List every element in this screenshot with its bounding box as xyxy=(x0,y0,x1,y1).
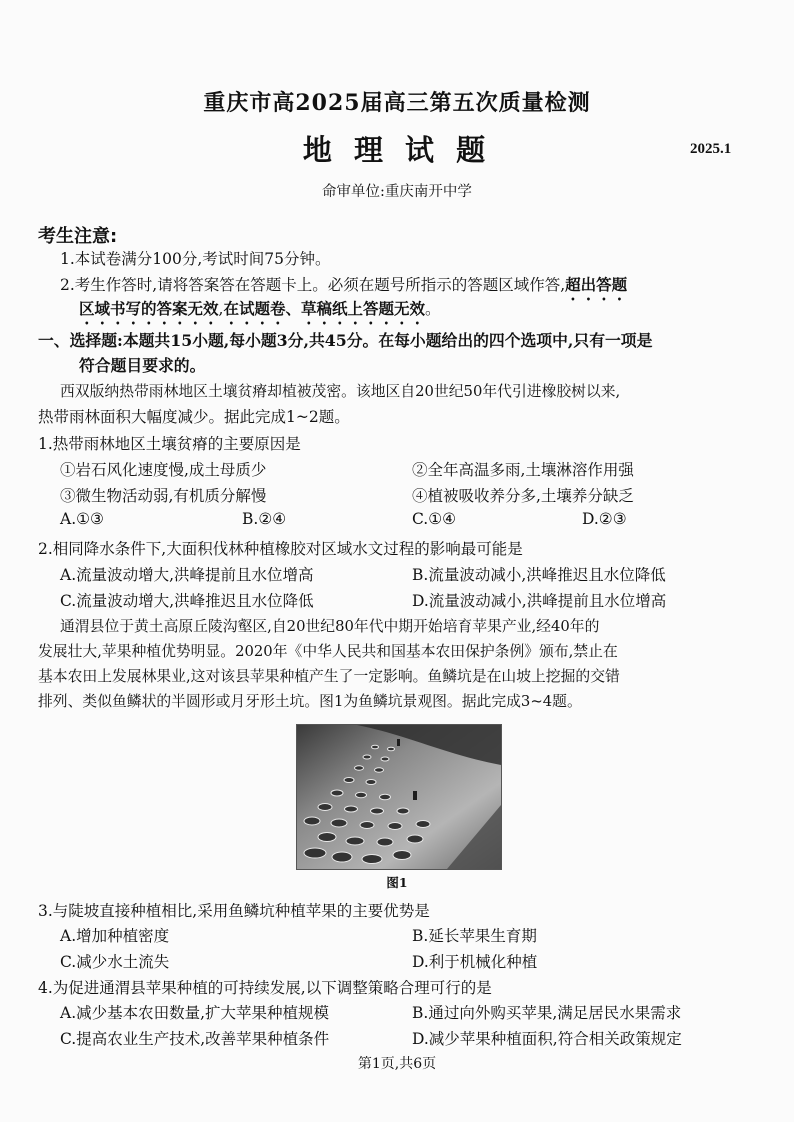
q4-option-c: C.提高农业生产技术,改善苹果种植条件 xyxy=(60,1030,330,1048)
section-heading-line1: 一、选择题:本题共15小题,每小题3分,共45分。在每小题给出的四个选项中,只有一项是 xyxy=(38,331,653,350)
notice-item-1: 1.本试卷满分100分,考试时间75分钟。 xyxy=(60,250,331,268)
passage2-line2: 发展壮大,苹果种植优势明显。2020年《中华人民共和国基本农田保护条例》颁布,禁止在 xyxy=(38,643,618,660)
exam-date: 2025.1 xyxy=(690,141,732,157)
notice-emphasis-2: 区域书写的答案无效 xyxy=(79,299,219,318)
q3-option-d: D.利于机械化种植 xyxy=(412,953,538,971)
exam-title: 重庆市高2025届高三第五次质量检测 xyxy=(203,90,591,116)
q2-stem: 2.相同降水条件下,大面积伐林种植橡胶对区域水文过程的影响最可能是 xyxy=(38,540,523,558)
q1-statement-2: ②全年高温多雨,土壤淋溶作用强 xyxy=(412,461,634,479)
passage1-line2: 热带雨林面积大幅度减少。据此完成1~2题。 xyxy=(38,408,350,426)
q1-option-a: A.①③ xyxy=(60,510,104,528)
notice-item-2-emphasis: 超出答题 xyxy=(565,275,628,294)
q1-option-b: B.②④ xyxy=(242,510,287,528)
q1-stem: 1.热带雨林地区土壤贫瘠的主要原因是 xyxy=(38,435,301,453)
notice-comma: , xyxy=(218,300,224,318)
notice-heading: 考生注意: xyxy=(38,226,118,247)
q4-option-b: B.通过向外购买苹果,满足居民水果需求 xyxy=(412,1004,682,1022)
passage2-line4: 排列、类似鱼鳞状的半圆形或月牙形土坑。图1为鱼鳞坑景观图。据此完成3~4题。 xyxy=(38,693,582,710)
q1-statement-3: ③微生物活动弱,有机质分解慢 xyxy=(60,487,267,505)
q4-option-d: D.减少苹果种植面积,符合相关政策规定 xyxy=(412,1030,682,1048)
q2-option-b: B.流量波动减小,洪峰推迟且水位降低 xyxy=(412,566,666,584)
subject-title: 地 理 试 题 xyxy=(302,133,492,167)
notice-item-2-line2 xyxy=(79,297,440,328)
q3-option-a: A.增加种植密度 xyxy=(60,927,170,945)
notice-period: 。 xyxy=(424,300,441,318)
q1-option-c: C.①④ xyxy=(412,510,457,528)
q1-statement-4: ④植被吸收养分多,土壤养分缺乏 xyxy=(412,487,634,505)
q1-statement-1: ①岩石风化速度慢,成土母质少 xyxy=(60,461,267,479)
section-heading-line2: 符合题目要求的。 xyxy=(79,356,206,375)
figure-caption: 图1 xyxy=(386,875,408,890)
q2-option-a: A.流量波动增大,洪峰提前且水位增高 xyxy=(60,566,314,584)
page-footer: 第1页,共6页 xyxy=(357,1056,437,1072)
q2-option-d: D.流量波动减小,洪峰提前且水位增高 xyxy=(412,592,667,610)
fish-scale-pit-illustration xyxy=(297,725,501,869)
compiler-unit: 命审单位:重庆南开中学 xyxy=(322,184,472,200)
fish-scale-pit-photo xyxy=(296,724,502,870)
q3-option-c: C.减少水土流失 xyxy=(60,953,170,971)
notice-item-2-text: 2.考生作答时,请将答案答在答题卡上。必须在题号所指示的答题区域作答, xyxy=(60,276,566,294)
q2-option-c: C.流量波动增大,洪峰推迟且水位降低 xyxy=(60,592,314,610)
passage2-line1: 通渭县位于黄土高原丘陵沟壑区,自20世纪80年代中期开始培育苹果产业,经40年的 xyxy=(60,618,600,635)
q4-option-a: A.减少基本农田数量,扩大苹果种植规模 xyxy=(60,1004,330,1022)
q3-option-b: B.延长苹果生育期 xyxy=(412,927,537,945)
q1-option-d: D.②③ xyxy=(582,510,627,528)
passage2-line3: 基本农田上发展林果业,这对该县苹果种植产生了一定影响。鱼鳞坑是在山坡上挖掘的交错 xyxy=(38,668,620,685)
q3-stem: 3.与陡坡直接种植相比,采用鱼鳞坑种植苹果的主要优势是 xyxy=(38,902,430,920)
passage1-line1: 西双版纳热带雨林地区土壤贫瘠却植被茂密。该地区自20世纪50年代引进橡胶树以来, xyxy=(60,383,621,400)
q4-stem: 4.为促进通渭县苹果种植的可持续发展,以下调整策略合理可行的是 xyxy=(38,979,492,997)
notice-emphasis-3: 在试题卷、草稿纸上答题无效 xyxy=(223,299,425,318)
